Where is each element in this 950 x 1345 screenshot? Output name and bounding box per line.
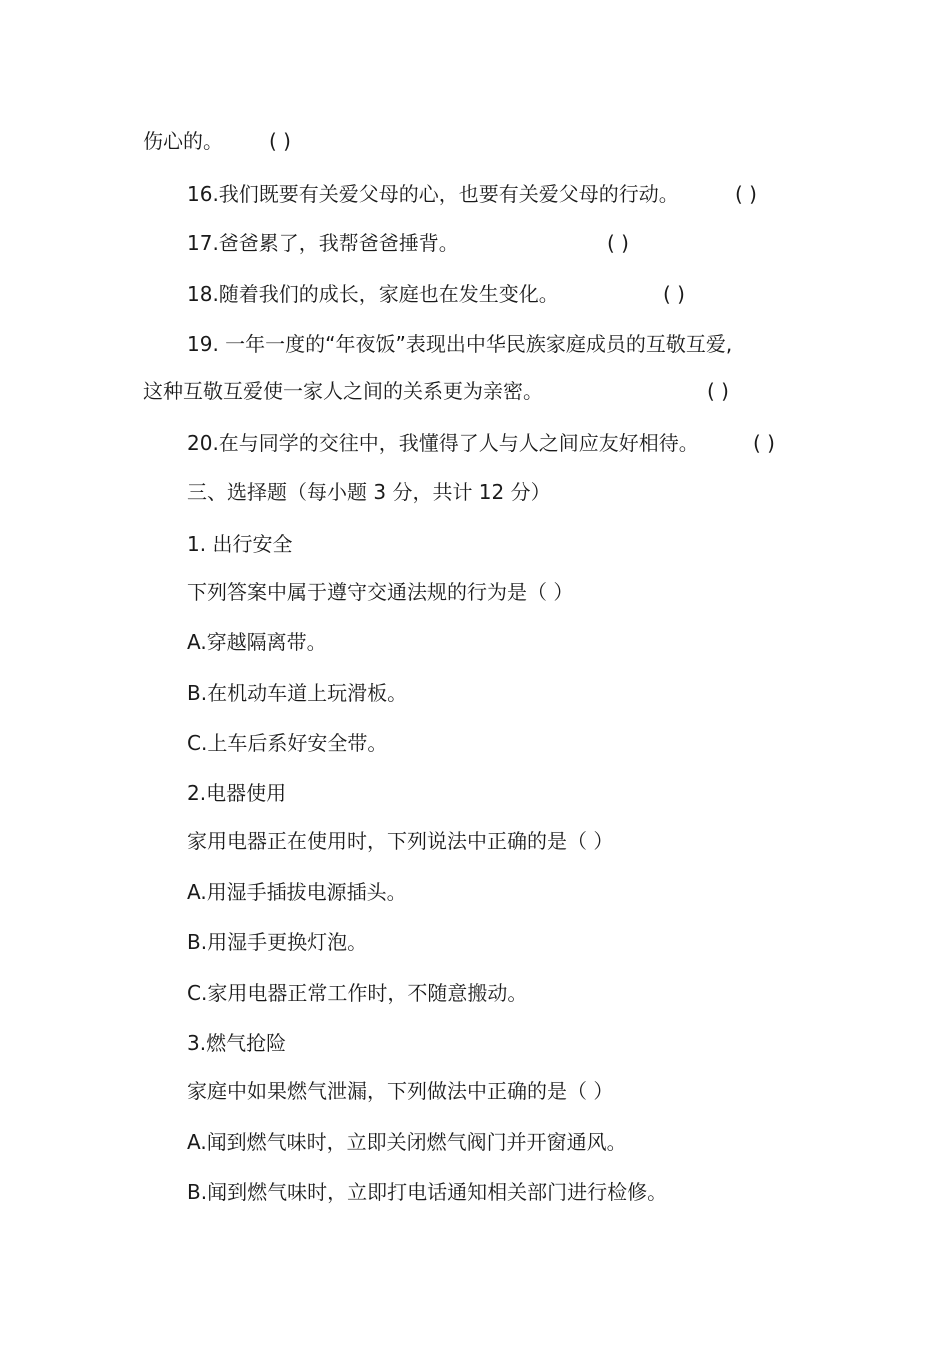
- answer-blank: ( ): [663, 282, 685, 306]
- option-b: B.闻到燃气味时，立即打电话通知相关部门进行检修。: [187, 1180, 668, 1204]
- option-c: C.家用电器正常工作时，不随意搬动。: [187, 981, 528, 1005]
- tf-item-text: 伤心的。: [143, 129, 223, 153]
- answer-blank: ( ): [607, 231, 629, 255]
- tf-item-text: 19. 一年一度的“年夜饭”表现出中华民族家庭成员的互敬互爱,: [187, 332, 733, 356]
- section-heading: 三、选择题（每小题 3 分，共计 12 分）: [187, 480, 551, 504]
- tf-item-20: [187, 429, 775, 457]
- tf-item-17: [187, 229, 629, 257]
- question-title: 3.燃气抢险: [187, 1031, 287, 1055]
- tf-item-text: 17.爸爸累了，我帮爸爸捶背。: [187, 231, 459, 255]
- tf-item-19: [187, 330, 732, 358]
- answer-blank: ( ): [735, 182, 757, 206]
- answer-blank: ( ): [269, 129, 291, 153]
- option-c: C.上车后系好安全带。: [187, 731, 388, 755]
- question-stem: 下列答案中属于遵守交通法规的行为是（ ）: [187, 580, 574, 604]
- option-a: A.穿越隔离带。: [187, 630, 327, 654]
- tf-item-15-continued: [143, 127, 291, 155]
- option-a: A.用湿手插拔电源插头。: [187, 880, 407, 904]
- question-title: 1. 出行安全: [187, 532, 293, 556]
- option-b: B.用湿手更换灯泡。: [187, 930, 368, 954]
- answer-blank: ( ): [753, 431, 775, 455]
- option-a: A.闻到燃气味时，立即关闭燃气阀门并开窗通风。: [187, 1130, 627, 1154]
- tf-item-19-continued: [143, 377, 729, 405]
- question-stem: 家用电器正在使用时，下列说法中正确的是（ ）: [187, 829, 614, 853]
- tf-item-text: 这种互敬互爱使一家人之间的关系更为亲密。: [143, 379, 543, 403]
- tf-item-16: [187, 180, 757, 208]
- tf-item-text: 20.在与同学的交往中，我懂得了人与人之间应友好相待。: [187, 431, 699, 455]
- question-title: 2.电器使用: [187, 781, 287, 805]
- tf-item-text: 18.随着我们的成长，家庭也在发生变化。: [187, 282, 559, 306]
- tf-item-text: 16.我们既要有关爱父母的心，也要有关爱父母的行动。: [187, 182, 679, 206]
- answer-blank: ( ): [707, 379, 729, 403]
- option-b: B.在机动车道上玩滑板。: [187, 681, 408, 705]
- tf-item-18: [187, 280, 685, 308]
- question-stem: 家庭中如果燃气泄漏，下列做法中正确的是（ ）: [187, 1079, 614, 1103]
